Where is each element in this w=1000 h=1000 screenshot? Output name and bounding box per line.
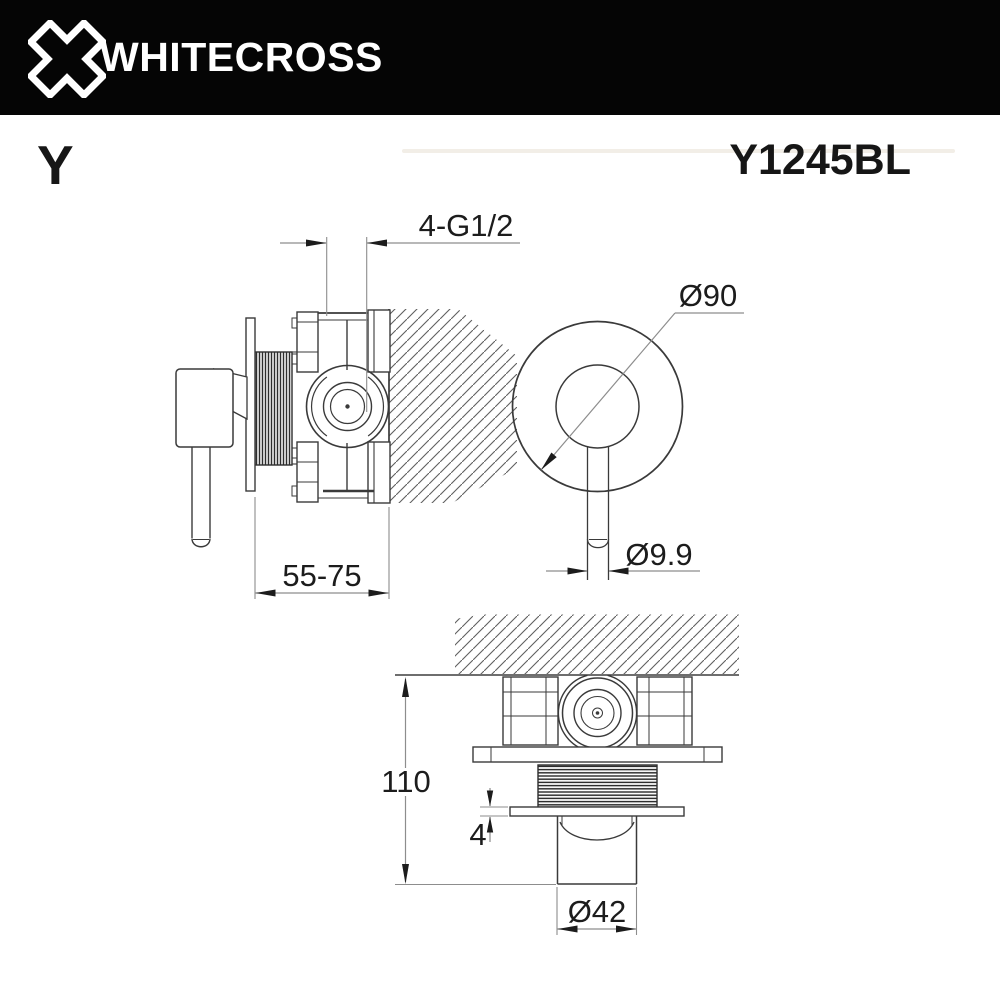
dim-label-lever-diameter: Ø9.9 <box>625 537 693 572</box>
dim-label-body-height: 110 <box>381 764 431 799</box>
bottom-view <box>381 615 739 936</box>
mounting-bracket-left <box>503 677 558 745</box>
spout-cylinder <box>558 816 637 884</box>
trim-plate-circle <box>513 322 683 492</box>
dim-label-plate-thickness: 4 <box>469 817 487 852</box>
wall-hatch-bottom <box>395 615 739 676</box>
handle-lever <box>176 369 247 547</box>
front-view <box>513 278 745 580</box>
dim-label-mount-depth: 55-75 <box>282 558 362 593</box>
base-plate <box>510 807 684 816</box>
wall-hatch-side <box>389 309 517 503</box>
brand-wordmark: WHITECROSS <box>100 34 383 80</box>
dim-spout-diameter <box>557 887 637 935</box>
dim-mount-depth <box>255 497 389 599</box>
series-label: Y <box>37 134 74 196</box>
mounting-bracket-right <box>637 677 692 745</box>
dim-plate-thickness <box>469 788 508 852</box>
mounting-flange <box>473 747 722 762</box>
dim-label-spout-diameter: Ø42 <box>567 894 627 929</box>
dim-lever-diameter <box>546 537 700 575</box>
handle-base-circle <box>556 365 639 448</box>
thread-section-bottom <box>538 765 657 807</box>
whitecross-logo-icon <box>28 20 106 98</box>
model-label: Y1245BL <box>729 136 911 184</box>
valve-body-side <box>292 310 390 503</box>
dim-label-trim-diameter: Ø90 <box>678 278 738 313</box>
side-view <box>176 208 520 599</box>
lever-rod <box>588 446 609 580</box>
thread-section-side <box>255 352 297 465</box>
header-bar <box>0 0 1000 115</box>
cartridge-circles <box>558 675 636 750</box>
dim-label-ports-thread: 4-G1/2 <box>418 208 514 243</box>
